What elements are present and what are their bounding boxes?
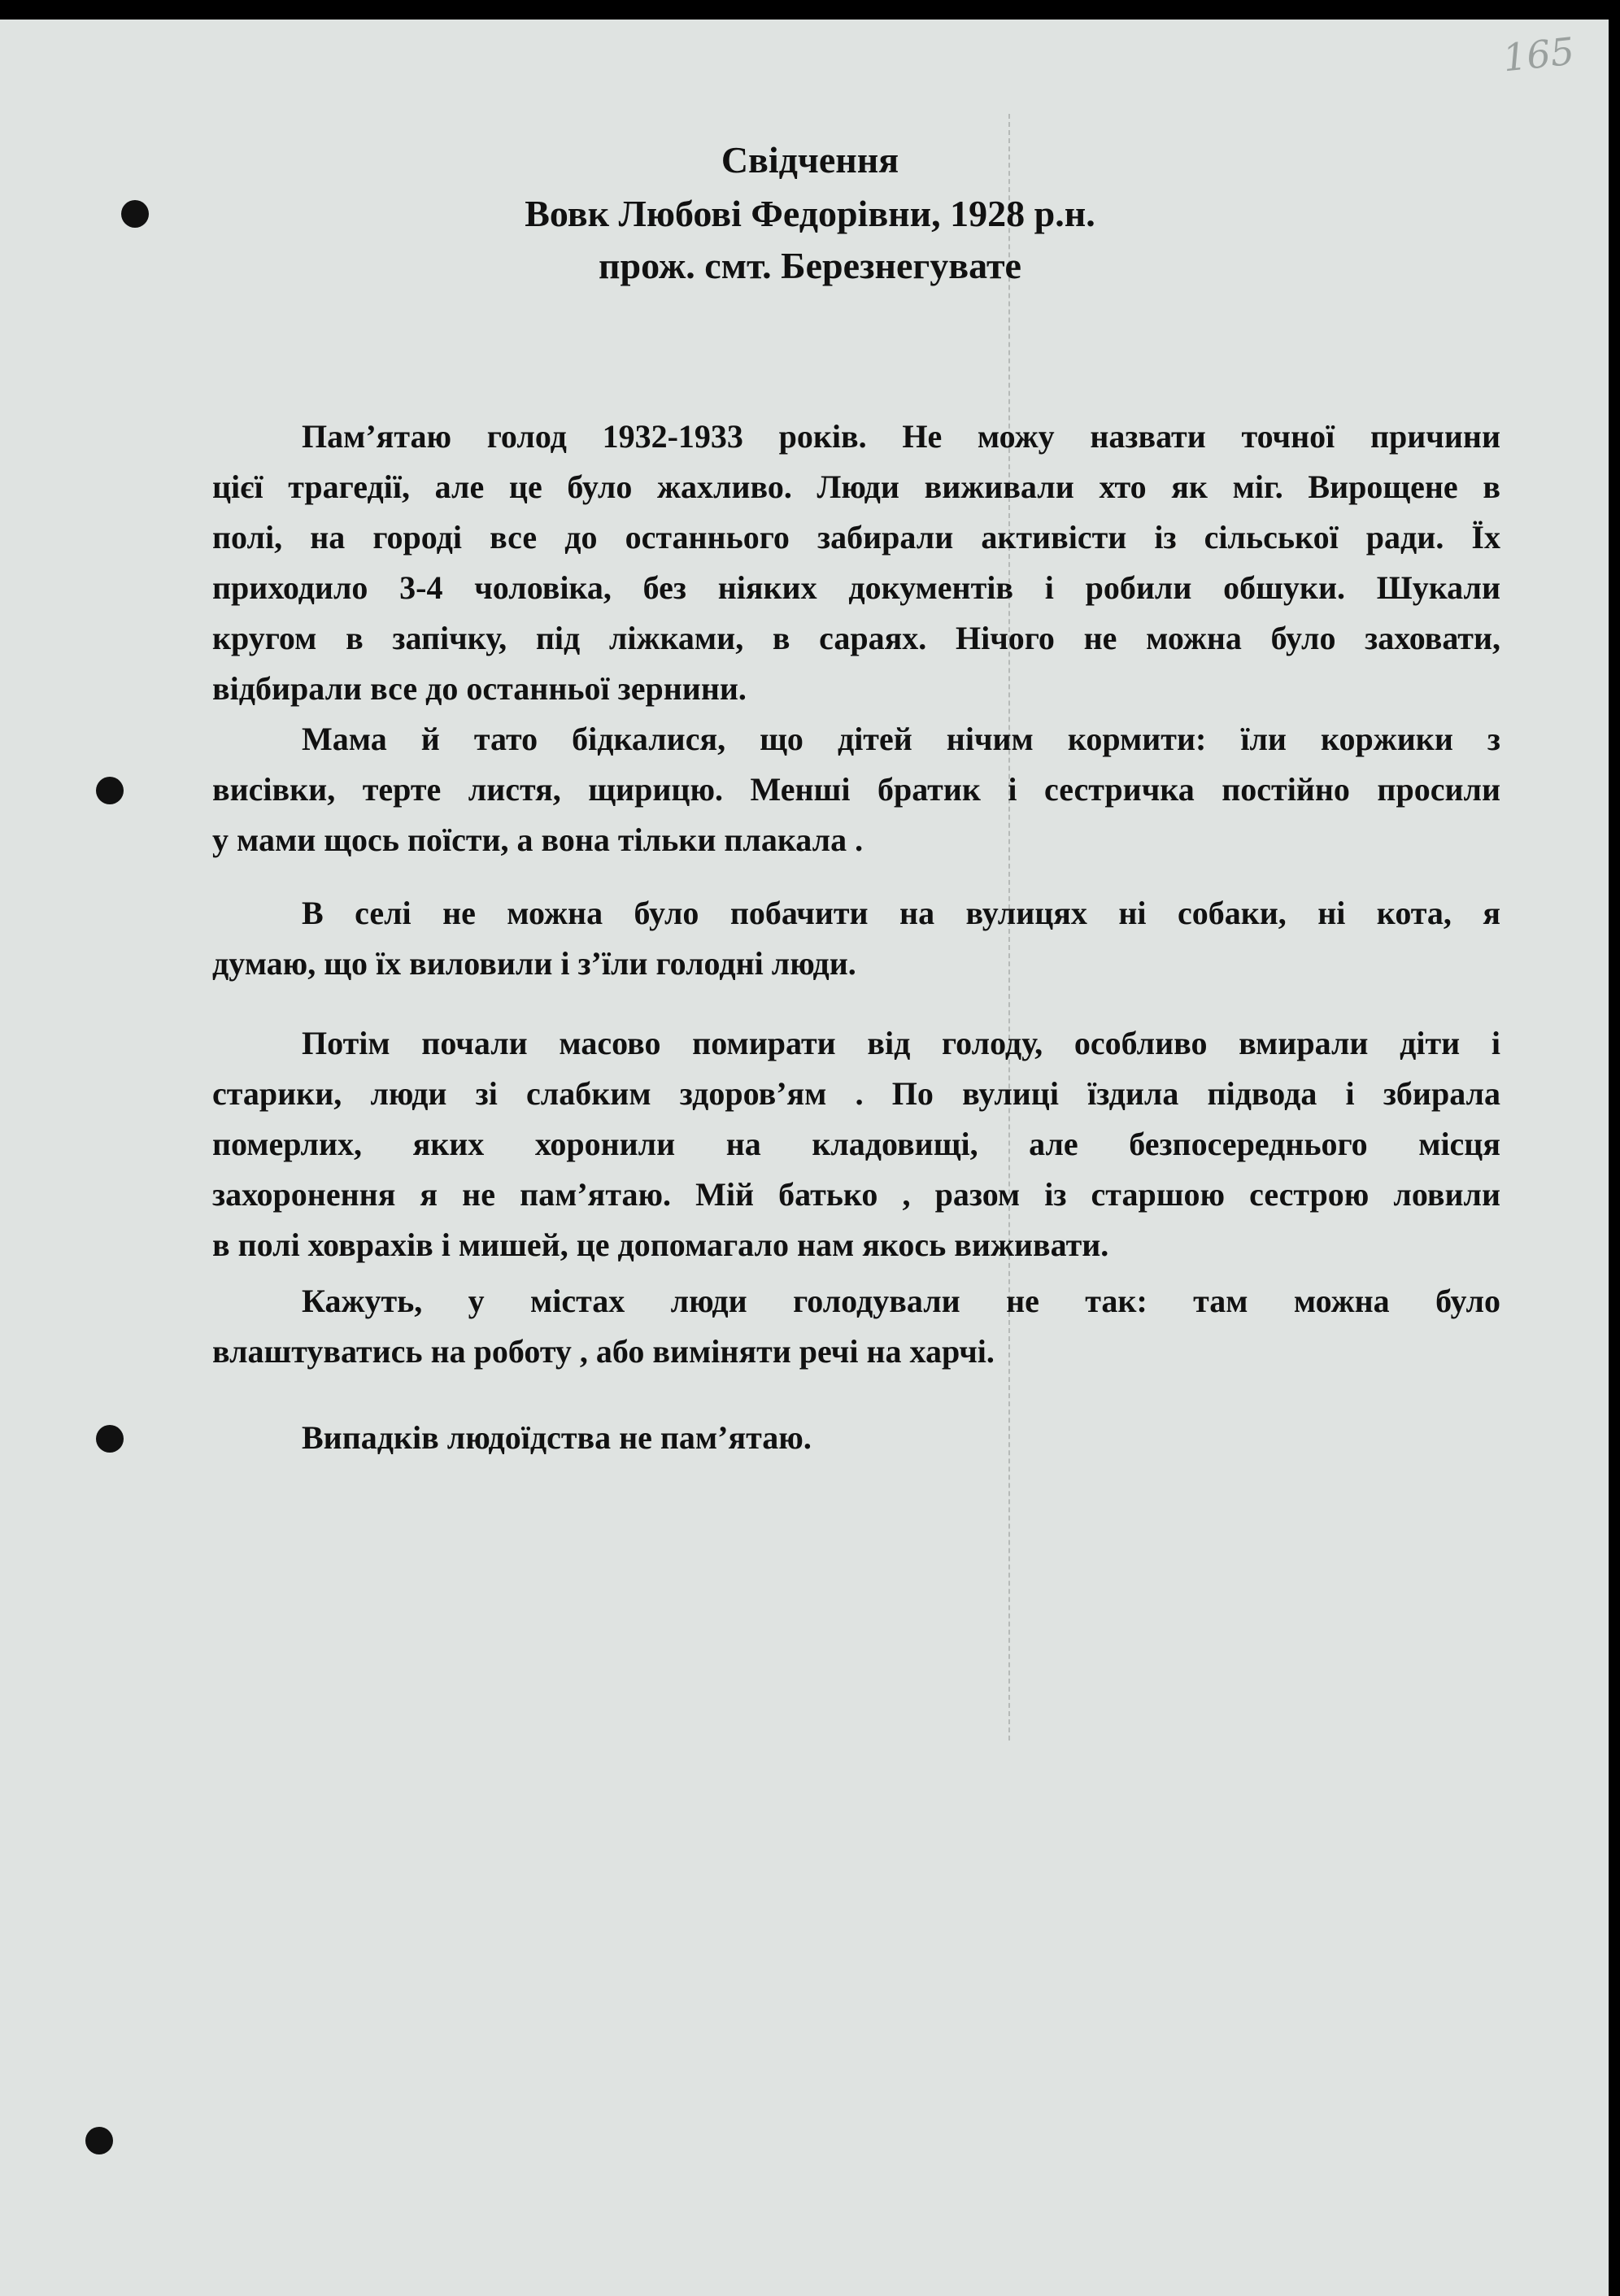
- text-line: кругом в запічку, під ліжками, в сараях. Нічого не можна було заховати,: [212, 620, 1500, 656]
- paragraph: [212, 1276, 1500, 1377]
- text-line: старики, люди зі слабким здоров’ям . По вулиці їздила підвода і збирала: [212, 1075, 1500, 1112]
- text-line: висівки, терте листя, щирицю. Менші братик і сестричка постійно просили: [212, 771, 1500, 808]
- paragraph: [212, 714, 1500, 865]
- text-line: у мами щось поїсти, а вона тільки плакала .: [212, 821, 864, 858]
- text-line: думаю, що їх виловили і з’їли голодні люди.: [212, 945, 856, 982]
- text-line: Кажуть, у містах люди голодували не так: там можна було: [302, 1283, 1500, 1319]
- punch-hole: [96, 1425, 124, 1453]
- paragraph: [212, 1413, 1500, 1463]
- text-line: померлих, яких хоронили на кладовищі, але безпосереднього місця: [212, 1126, 1500, 1162]
- document-title: Свідчення: [721, 139, 899, 181]
- paragraph: [212, 412, 1500, 714]
- witness-residence: прож. смт. Березнегувате: [599, 245, 1021, 286]
- paragraph: [212, 888, 1500, 989]
- text-line: захоронення я не пам’ятаю. Мій батько , разом із старшою сестрою ловили: [212, 1176, 1500, 1213]
- text-line: цієї трагедії, але це було жахливо. Люди виживали хто як міг. Вирощене в: [212, 468, 1500, 505]
- text-line: В селі не можна було побачити на вулицях ні собаки, ні кота, я: [302, 895, 1500, 931]
- paragraph: [212, 1018, 1500, 1270]
- text-line: відбирали все до останньої зернини.: [212, 670, 747, 707]
- handwritten-page-number: 165: [1500, 28, 1577, 81]
- text-line: Потім почали масово помирати від голоду, особливо вмирали діти і: [302, 1025, 1500, 1061]
- text-line: полі, на городі все до останнього забирали активісти із сільської ради. Їх: [212, 519, 1500, 555]
- witness-name: Вовк Любові Федорівни, 1928 р.н.: [525, 193, 1095, 234]
- text-line: влаштуватись на роботу , або виміняти речі на харчі.: [212, 1333, 995, 1370]
- text-line: приходило 3-4 чоловіка, без ніяких документів і робили обшуки. Шукали: [212, 569, 1500, 606]
- punch-hole: [85, 2127, 113, 2154]
- text-line: Пам’ятаю голод 1932-1933 років. Не можу назвати точної причини: [302, 418, 1500, 455]
- text-line: в полі ховрахів і мишей, це допомагало нам якось виживати.: [212, 1226, 1109, 1263]
- punch-hole: [96, 777, 124, 804]
- text-line: Мама й тато бідкалися, що дітей нічим кормити: їли коржики з: [302, 721, 1500, 757]
- text-line: Випадків людоїдства не пам’ятаю.: [302, 1419, 812, 1456]
